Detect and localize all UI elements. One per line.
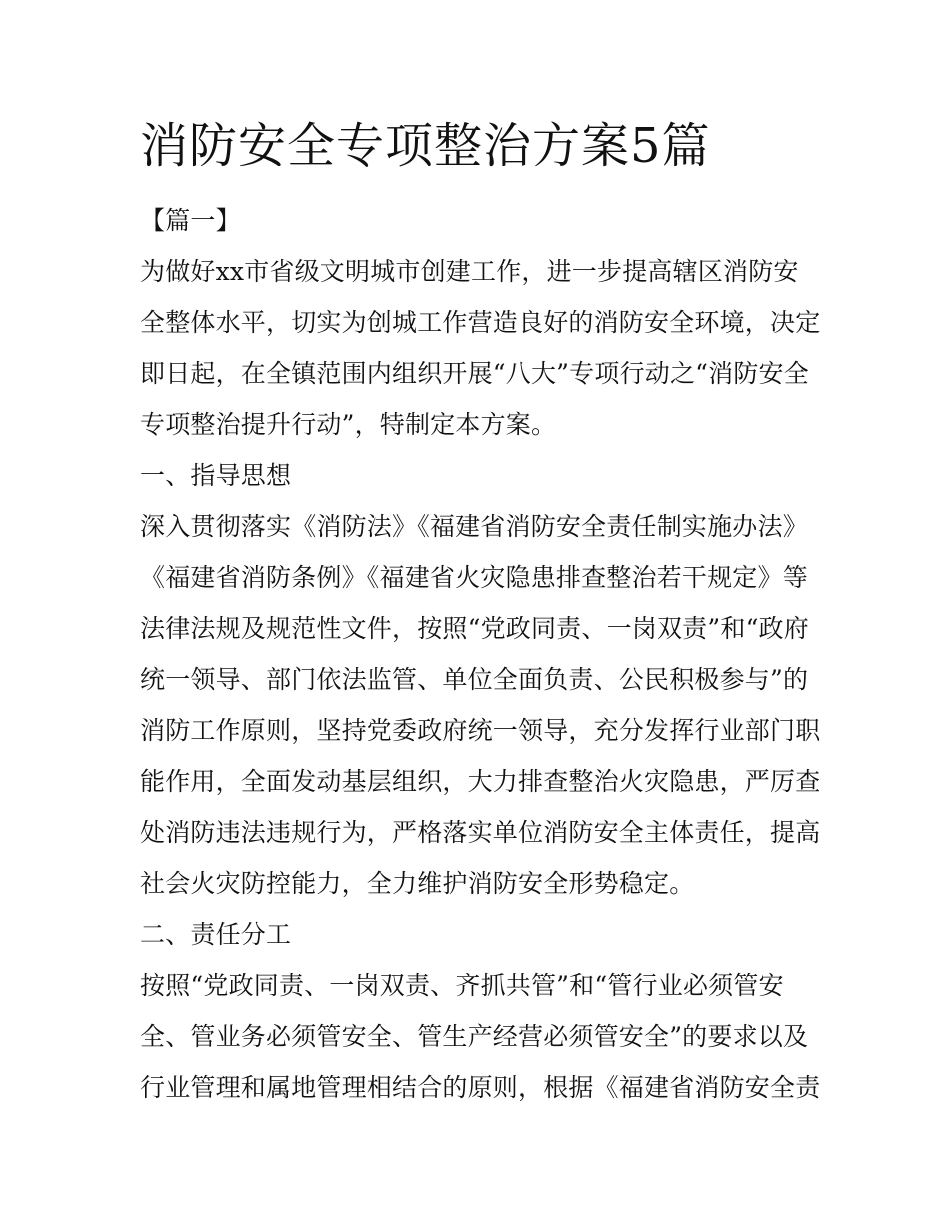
paragraph-line-1: 为做好xx市省级文明城市创建工作，进一步提高辖区消防安 bbox=[140, 257, 799, 286]
paragraph-line-3: 即日起，在全镇范围内组织开展“八大”专项行动之“消防安全 bbox=[140, 359, 809, 388]
heading-responsibility-division: 二、责任分工 bbox=[140, 920, 292, 949]
paragraph-line-17: 行业管理和属地管理相结合的原则，根据《福建省消防安全责 bbox=[140, 1073, 821, 1102]
paragraph-line-11: 能作用，全面发动基层组织，大力排查整治火灾隐患，严厉查 bbox=[140, 767, 821, 796]
paragraph-line-10: 消防工作原则，坚持党委政府统一领导，充分发挥行业部门职 bbox=[140, 716, 821, 745]
paragraph-line-8: 法律法规及规范性文件，按照“党政同责、一岗双责”和“政府 bbox=[140, 614, 809, 643]
section-label-part-one: 【篇一】 bbox=[140, 206, 241, 235]
paragraph-line-7: 《福建省消防条例》《福建省火灾隐患排查整治若干规定》等 bbox=[140, 563, 808, 592]
paragraph-line-16: 全、管业务必须管安全、管生产经营必须管安全”的要求以及 bbox=[140, 1022, 809, 1051]
heading-guiding-ideology: 一、指导思想 bbox=[140, 461, 292, 490]
paragraph-line-12: 处消防违法违规行为，严格落实单位消防安全主体责任，提高 bbox=[140, 818, 821, 847]
paragraph-line-6: 深入贯彻落实《消防法》《福建省消防安全责任制实施办法》 bbox=[140, 512, 808, 541]
paragraph-line-13: 社会火灾防控能力，全力维护消防安全形势稳定。 bbox=[140, 869, 695, 898]
paragraph-line-9: 统一领导、部门依法监管、单位全面负责、公民积极参与”的 bbox=[140, 665, 809, 694]
paragraph-line-4: 专项整治提升行动”，特制定本方案。 bbox=[140, 410, 557, 439]
document-title: 消防安全专项整治方案5篇 bbox=[140, 118, 711, 174]
paragraph-line-15: 按照“党政同责、一岗双责、齐抓共管”和“管行业必须管安 bbox=[140, 971, 784, 1000]
paragraph-line-2: 全整体水平，切实为创城工作营造良好的消防安全环境，决定 bbox=[140, 308, 821, 337]
